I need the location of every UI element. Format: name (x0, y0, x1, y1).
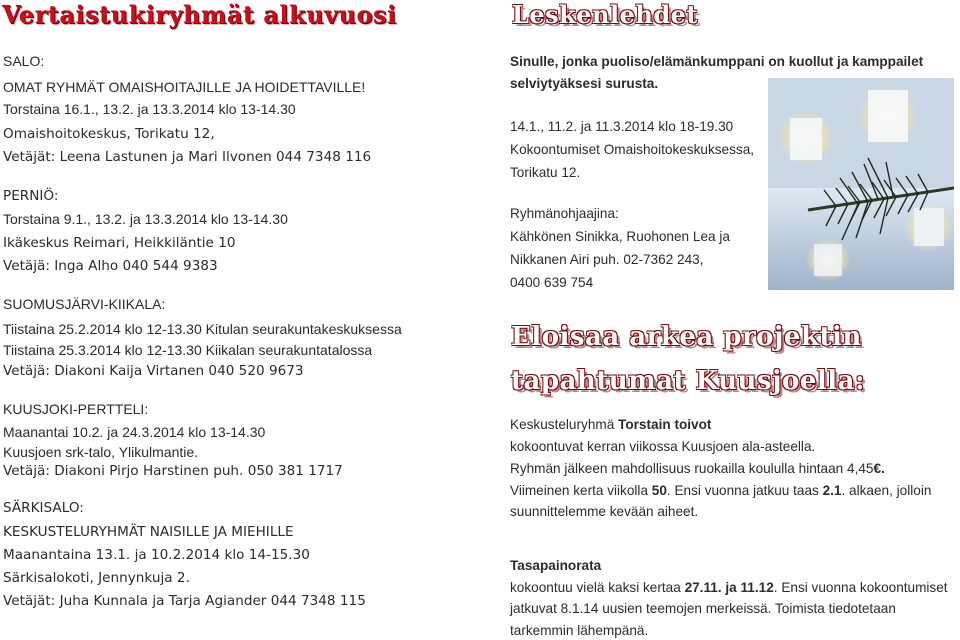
group1-line-5: suunnittelemme kevään aiheet. (510, 504, 699, 519)
leaders-names-1: Kähkönen Sinikka, Ruohonen Lea ja (510, 229, 730, 244)
pernio-dates: Torstaina 9.1., 13.2. ja 13.3.2014 klo 13-14.30 (3, 211, 288, 227)
candle-lanterns-in-snow-photo (768, 78, 954, 290)
g2-l1b: 27.11. ja 11.12 (684, 580, 774, 595)
leaders-names-2: Nikkanen Airi puh. 02-7362 243, (510, 252, 704, 267)
leskenlehdet-dates: 14.1., 11.2. ja 11.3.2014 klo 18-19.30 (510, 119, 734, 134)
salo-leaders: Vetäjät: Leena Lastunen ja Mari Ilvonen 044 7348 116 (3, 149, 372, 165)
right-title: Leskenlehdet (512, 0, 698, 29)
g1-l4d: 2.1 (822, 483, 842, 498)
sarkisalo-heading: KESKUSTELURYHMÄT NAISILLE JA MIEHILLE (3, 524, 294, 540)
left-title: Vertaistukiryhmät alkuvuosi (2, 0, 397, 29)
kuusjoki-leader: Vetäjä: Diakoni Pirjo Harstinen puh. 050 381 1717 (3, 463, 343, 479)
group1-meal-text: Ryhmän jälkeen mahdollisuus ruokailla koululla hintaan 4,45 (510, 461, 874, 476)
lantern-right (904, 204, 952, 252)
suomusjarvi-label: SUOMUSJÄRVI-KIIKALA: (3, 296, 166, 312)
pernio-leader: Vetäjä: Inga Alho 040 544 9383 (3, 258, 218, 274)
lantern-left (778, 110, 834, 166)
pernio-location: Ikäkeskus Reimari, Heikkiläntie 10 (3, 235, 236, 251)
suomusjarvi-date-2: Tiistaina 25.3.2014 klo 12-13.30 Kiikalan seurakuntatalossa (3, 342, 373, 358)
group2-line-1 (510, 579, 948, 597)
kuusjoki-location: Kuusjoen srk-talo, Ylikulmantie. (3, 444, 199, 460)
sarkisalo-leaders: Vetäjät: Juha Kunnala ja Tarja Agiander 044 7348 115 (3, 593, 366, 609)
sarkisalo-label: SÄRKISALO: (3, 500, 84, 516)
sarkisalo-location: Särkisalokoti, Jennynkuja 2. (3, 570, 190, 586)
group1-prefix: Keskusteluryhmä (510, 417, 619, 432)
g1-l4e: . alkaen, jolloin (841, 483, 932, 498)
group2-title: Tasapainorata (510, 558, 602, 573)
lantern-bottom (806, 238, 850, 282)
group1-line-1 (510, 416, 711, 434)
g2-l1c: . Ensi vuonna kokoontumiset (773, 580, 948, 595)
kuusjoki-dates: Maanantai 10.2. ja 24.3.2014 klo 13-14.30 (3, 424, 266, 440)
salo-dates: Torstaina 16.1., 13.2. ja 13.3.2014 klo 13-14.30 (3, 101, 296, 117)
sarkisalo-dates: Maanantaina 13.1. ja 10.2.2014 klo 14-15.30 (3, 547, 310, 563)
pernio-label: PERNIÖ: (3, 188, 59, 204)
salo-location: Omaishoitokeskus, Torikatu 12, (3, 126, 215, 142)
g1-l4b: 50 (651, 483, 667, 498)
project-title-1: Eloisaa arkea projektin (511, 322, 862, 352)
suomusjarvi-date-1: Tiistaina 25.2.2014 klo 12-13.30 Kitulan seurakuntakeskuksessa (3, 321, 402, 337)
leaders-phone: 0400 639 754 (510, 275, 594, 290)
group1-line-3 (510, 460, 885, 478)
leaders-label: Ryhmänohjaajina: (510, 206, 619, 221)
leskenlehdet-intro-1: Sinulle, jonka puoliso/elämänkumppani on kuollut ja kamppailet (510, 54, 924, 69)
g1-l4a: Viimeinen kerta viikolla (510, 483, 652, 498)
leskenlehdet-location-1: Kokoontumiset Omaishoitokeskuksessa, (510, 142, 755, 157)
project-title-2: tapahtumat Kuusjoella: (511, 366, 866, 396)
photo-illustration (768, 78, 954, 290)
group1-line-4 (510, 482, 931, 500)
group1-name: Torstain toivot (618, 417, 712, 432)
group1-euro: €. (873, 461, 885, 476)
suomusjarvi-leader: Vetäjä: Diakoni Kaija Virtanen 040 520 9673 (3, 363, 304, 379)
g2-l1a: kokoontuu vielä kaksi kertaa (510, 580, 685, 595)
salo-label: SALO: (3, 53, 45, 69)
g1-l4c: . Ensi vuonna jatkuu taas (666, 483, 823, 498)
leskenlehdet-location-2: Torikatu 12. (510, 165, 581, 180)
kuusjoki-label: KUUSJOKI-PERTTELI: (3, 401, 149, 417)
group2-line-3: tarkemmin lähempänä. (510, 623, 649, 638)
salo-heading: OMAT RYHMÄT OMAISHOITAJILLE JA HOIDETTAVILLE! (3, 79, 366, 95)
group1-line-2: kokoontuvat kerran viikossa Kuusjoen ala-asteella. (510, 439, 816, 454)
group2-line-2: jatkuvat 8.1.14 uusien teemojen merkeissä. Toimista tiedotetaan (510, 601, 896, 616)
leskenlehdet-intro-2: selviytyäksesi surusta. (510, 76, 659, 91)
lantern-center (858, 86, 918, 146)
